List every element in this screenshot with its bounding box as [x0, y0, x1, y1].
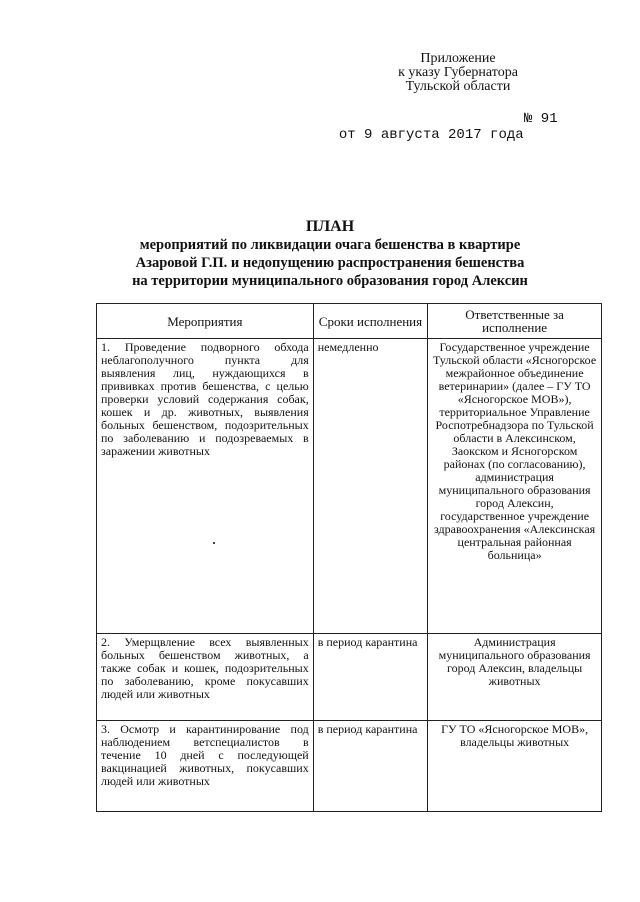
measure-cell: 3. Осмотр и карантинирование под наблюдением ветспециалистов в течение 10 дней с последующей вакцинацией животных, покусавших людей или животных	[97, 721, 314, 812]
table-row	[97, 339, 602, 634]
header-terms: Сроки исполнения	[313, 304, 427, 339]
header-responsible: Ответственные за исполнение	[428, 304, 602, 339]
responsible-cell: Государственное учреждение Тульской области «Ясногорское межрайонное объединение ветеринарии» (далее – ГУ ТО «Ясногорское МОВ»), территориальное Управление Роспотребнадзора по Тульской области в Алексинском, Заокском и Ясногорском районах (по согласованию), администрация муниципального образования город Алексин, государственное учреждение здравоохранения «Алексинская центральная районная больница»	[428, 339, 602, 634]
table-header-row	[97, 304, 602, 339]
scan-speck	[213, 542, 215, 544]
responsible-cell: ГУ ТО «Ясногорское МОВ», владельцы животных	[428, 721, 602, 812]
decree-date: от 9 августа 2017 года	[338, 127, 524, 143]
term-cell: в период карантина	[313, 721, 427, 812]
decree-reference: к указу Губернатора	[398, 65, 518, 80]
plan-heading: ПЛАН	[305, 218, 355, 235]
title-line-3: на территории муниципального образования город Алексин	[132, 273, 528, 289]
measures-table	[96, 303, 602, 812]
document-title	[120, 218, 540, 290]
appendix-label: Приложение	[420, 51, 496, 66]
title-line-2: Азаровой Г.П. и недопущению распространения бешенства	[135, 255, 525, 271]
measure-cell: 2. Умерщвление всех выявленных больных бешенством животных, а также собак и кошек, подозрительных по заболеванию, кроме покусавших людей или животных	[97, 634, 314, 721]
decree-number: № 91	[524, 111, 558, 127]
term-cell: в период карантина	[313, 634, 427, 721]
region-name: Тульской области	[405, 79, 511, 94]
table-row	[97, 634, 602, 721]
term-cell: немедленно	[313, 339, 427, 634]
table-row	[97, 721, 602, 812]
decree-date-line	[322, 111, 572, 159]
responsible-cell: Администрация муниципального образования город Алексин, владельцы животных	[428, 634, 602, 721]
title-line-1: мероприятий по ликвидации очага бешенства в квартире	[139, 237, 521, 253]
measure-cell: 1. Проведение подворного обхода неблагополучного пункта для выявления лиц, нуждающихся в прививках против бешенства, с целью проверки условий содержания собак, кошек и др. животных, выявления больных бешенством, подозрительных по заболеванию и подозреваемых в заражении животных	[97, 339, 314, 634]
appendix-header	[380, 52, 536, 94]
header-measures: Мероприятия	[97, 304, 314, 339]
